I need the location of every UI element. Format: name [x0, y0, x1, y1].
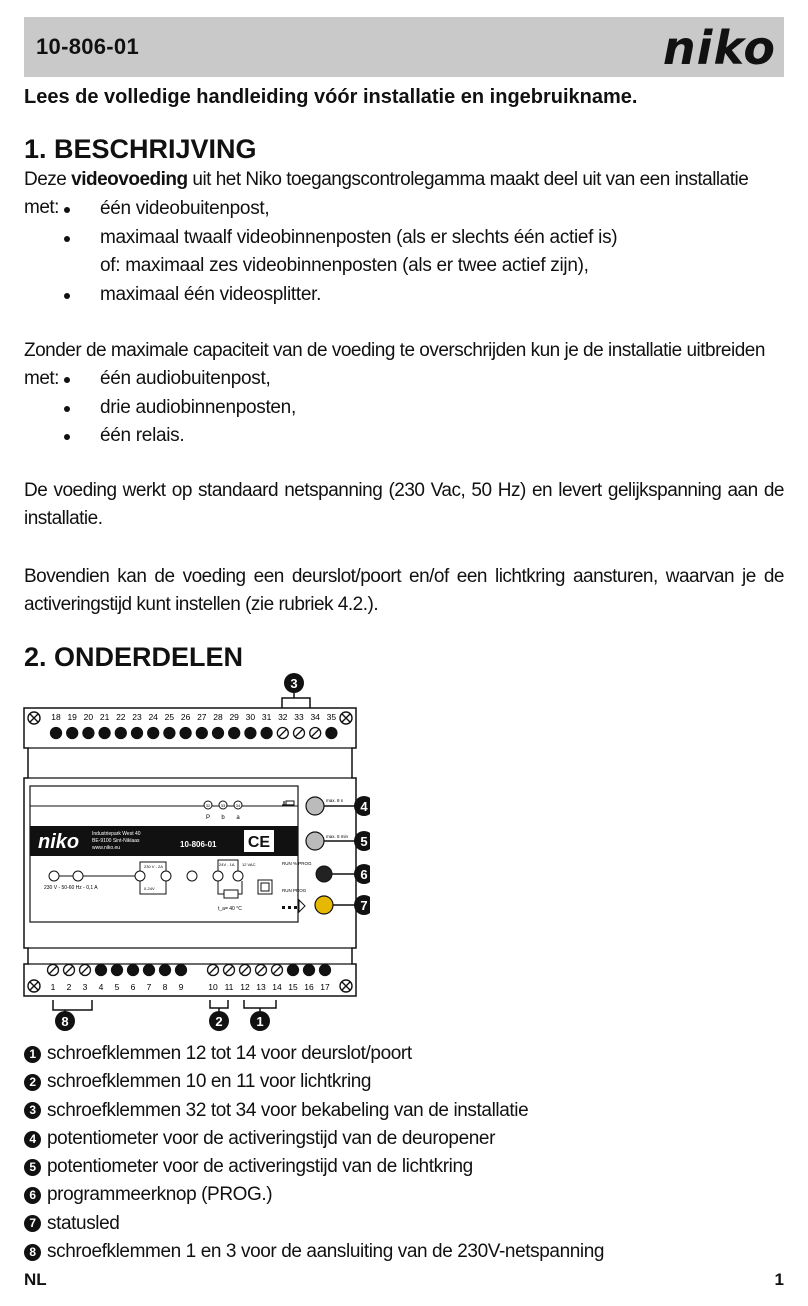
terminal-number: 20: [83, 712, 94, 722]
legend-item: [24, 1068, 604, 1096]
ce-mark: CE: [247, 834, 271, 851]
terminal-number: 1: [50, 982, 56, 992]
terminal-number: 33: [294, 712, 304, 722]
terminal-screw: [115, 728, 126, 739]
voltage-label: 0-24V: [144, 886, 155, 891]
legend-number: 1: [24, 1046, 41, 1063]
header-bar: [24, 17, 784, 77]
run-prog-label: RUN PROG: [282, 888, 307, 893]
list-item: één videobuitenpost,: [24, 195, 617, 224]
legend-item: [24, 1210, 604, 1238]
list-item: of: maximaal zes videobinnenposten (als er twee actief zijn),: [100, 255, 589, 276]
terminal-number: 6: [130, 982, 136, 992]
pba-letter: b: [221, 815, 225, 821]
expansion-list: [24, 365, 296, 451]
terminal-number: 29: [229, 712, 239, 722]
parts-legend: [24, 1040, 604, 1266]
prog-button: [316, 866, 332, 882]
callout-8-label: 8: [61, 1014, 69, 1029]
screw-icon: [340, 712, 352, 724]
intro-text: Lees de volledige handleiding vóór installatie en ingebruikname.: [24, 86, 638, 108]
svg-text:☼: ☼: [290, 836, 299, 846]
screw-icon: [28, 712, 40, 724]
terminal-number: 9: [178, 982, 184, 992]
terminal-number: 4: [98, 982, 104, 992]
terminal-screw: [67, 728, 78, 739]
callout-label: 7: [360, 898, 368, 913]
callout-3-label: 3: [290, 676, 298, 691]
terminal-screw: [148, 728, 159, 739]
terminal-number: 25: [164, 712, 175, 722]
terminal-number: 3: [82, 982, 88, 992]
section-2-title: 2. ONDERDELEN: [24, 642, 244, 672]
light-timer-icon: [284, 836, 298, 847]
terminal-number: 7: [146, 982, 152, 992]
pot-label: max. 8 s: [326, 798, 344, 803]
terminal-screw: [164, 728, 175, 739]
terminal-screw: [320, 965, 331, 976]
terminal-number: 5: [114, 982, 120, 992]
voltage-label: 24V - 1A: [219, 862, 235, 867]
pba-number: 34: [235, 803, 241, 808]
terminal-screw: [196, 728, 207, 739]
terminal-screw: [128, 965, 139, 976]
pba-letter: P: [205, 815, 211, 821]
terminal-number: 10: [208, 982, 218, 992]
callout-label: 5: [360, 834, 368, 849]
device-logo: niko: [38, 831, 80, 853]
screw-icon: [340, 980, 352, 992]
door-timer-potentiometer: [306, 797, 324, 815]
terminal-number: 12: [240, 982, 250, 992]
voltage-label: 230 V - 2A: [144, 864, 163, 869]
list-item: één relais.: [24, 422, 296, 451]
legend-item: [24, 1238, 604, 1266]
spec-label: 230 V - 50-60 Hz - 0,1 A: [44, 885, 98, 891]
terminal-number: 2: [66, 982, 72, 992]
terminal-number: 17: [320, 982, 330, 992]
legend-number: 7: [24, 1215, 41, 1232]
terminal-screw: [176, 965, 187, 976]
terminal-screw: [83, 728, 94, 739]
legend-number: 3: [24, 1102, 41, 1119]
list-item: maximaal twaalf videobinnenposten (als er slechts één actief is): [24, 224, 617, 253]
voltage-label: 12 VAC: [242, 862, 256, 867]
legend-number: 5: [24, 1159, 41, 1176]
terminal-number: 19: [67, 712, 77, 722]
callout-label: 6: [360, 867, 368, 882]
screw-icon: [28, 980, 40, 992]
address-line: Industriepark West 40: [92, 831, 141, 837]
legend-text: schroefklemmen 10 en 11 voor lichtkring: [47, 1071, 372, 1093]
terminal-number: 14: [272, 982, 282, 992]
terminal-screw: [160, 965, 171, 976]
legend-item: [24, 1125, 604, 1153]
legend-text: statusled: [47, 1212, 120, 1234]
terminal-number: 34: [310, 712, 320, 722]
legend-number: 2: [24, 1074, 41, 1091]
legend-text: programmeerknop (PROG.): [47, 1184, 273, 1206]
callout-label: 4: [360, 799, 368, 814]
legend-item: [24, 1040, 604, 1068]
legend-text: schroefklemmen 32 tot 34 voor bekabeling van de installatie: [47, 1099, 529, 1121]
terminal-number: 8: [162, 982, 168, 992]
pba-number: 32: [205, 803, 211, 808]
pba-letter: a: [236, 815, 240, 821]
terminal-number: 26: [180, 712, 191, 722]
terminal-number: 28: [213, 712, 223, 722]
terminal-screw: [112, 965, 123, 976]
terminal-number: 35: [326, 712, 337, 722]
terminal-number: 32: [278, 712, 288, 722]
svg-text:t: t: [284, 836, 287, 847]
pot-label: max. 5 min: [326, 834, 349, 839]
address-line: www.niko.eu: [92, 845, 121, 851]
terminal-screw: [288, 965, 299, 976]
run-prog-label: RUN % PROG: [282, 861, 312, 866]
terminal-screw: [180, 728, 191, 739]
terminal-screw: [261, 728, 272, 739]
legend-text: schroefklemmen 12 tot 14 voor deurslot/poort: [47, 1043, 412, 1064]
terminal-screw: [245, 728, 256, 739]
language-code: NL: [24, 1270, 47, 1289]
list-item: één audiobuitenpost,: [24, 365, 296, 394]
terminal-screw: [144, 965, 155, 976]
terminal-number: 18: [51, 712, 61, 722]
control-text: Bovendien kan de voeding een deurslot/poort en/of een lichtkring aansturen, waarvan je de activeringstijd kunt instellen (zie rubriek 4.2.).: [24, 566, 784, 615]
page-number: 1: [774, 1270, 784, 1289]
address-line: BE-9100 Sint-Niklaas: [92, 838, 140, 844]
terminal-number: 13: [256, 982, 266, 992]
legend-text: schroefklemmen 1 en 3 voor de aansluiting van de 230V-netspanning: [47, 1241, 605, 1263]
terminal-number: 21: [99, 712, 110, 722]
terminal-screw: [229, 728, 240, 739]
light-timer-potentiometer: [306, 832, 324, 850]
section-1-lead: Deze videovoeding uit het Niko toegangscontrolegamma maakt deel uit van een installatie met:: [24, 169, 749, 218]
legend-number: 4: [24, 1131, 41, 1148]
legend-text: potentiometer voor de activeringstijd van de deuropener: [47, 1127, 496, 1149]
legend-item: [24, 1181, 604, 1209]
terminal-number: 16: [304, 982, 314, 992]
list-item: drie audiobinnenposten,: [24, 394, 296, 423]
callout-2-label: 2: [215, 1014, 223, 1029]
niko-logo: niko: [662, 21, 776, 75]
terminal-screw: [99, 728, 110, 739]
terminal-screw: [326, 728, 337, 739]
list-item: maximaal één videosplitter.: [24, 281, 617, 310]
terminal-screw: [213, 728, 224, 739]
legend-item: [24, 1153, 604, 1181]
device-diagram: [20, 668, 370, 1038]
callout-1-label: 1: [256, 1014, 264, 1029]
temperature-label: t_a= 40 °C: [218, 906, 242, 912]
terminal-screw: [96, 965, 107, 976]
expansion-text: Zonder de maximale capaciteit van de voeding te overschrijden kun je de installatie uitbreiden met:: [24, 340, 765, 389]
terminal-screw: [51, 728, 62, 739]
legend-number: 6: [24, 1187, 41, 1204]
terminal-number: 24: [148, 712, 158, 722]
terminal-number: 11: [224, 982, 234, 992]
terminal-number: 31: [261, 712, 272, 722]
terminal-number: 23: [132, 712, 142, 722]
pba-number: 33: [220, 803, 226, 808]
status-led: [315, 896, 333, 914]
section-1-title: 1. BESCHRIJVING: [24, 134, 257, 164]
terminal-number: 27: [197, 712, 207, 722]
legend-item: [24, 1097, 604, 1125]
terminal-screw: [304, 965, 315, 976]
terminal-number: 22: [116, 712, 126, 722]
device-model: 10-806-01: [180, 840, 217, 849]
capacity-list: [24, 195, 617, 309]
legend-text: potentiometer voor de activeringstijd van de lichtkring: [47, 1156, 473, 1178]
power-text: De voeding werkt op standaard netspanning (230 Vac, 50 Hz) en levert gelijkspanning aan de installatie.: [24, 480, 784, 529]
document-code: 10-806-01: [36, 34, 139, 59]
terminal-number: 15: [288, 982, 298, 992]
legend-number: 8: [24, 1244, 41, 1261]
terminal-number: 30: [245, 712, 256, 722]
terminal-screw: [132, 728, 143, 739]
